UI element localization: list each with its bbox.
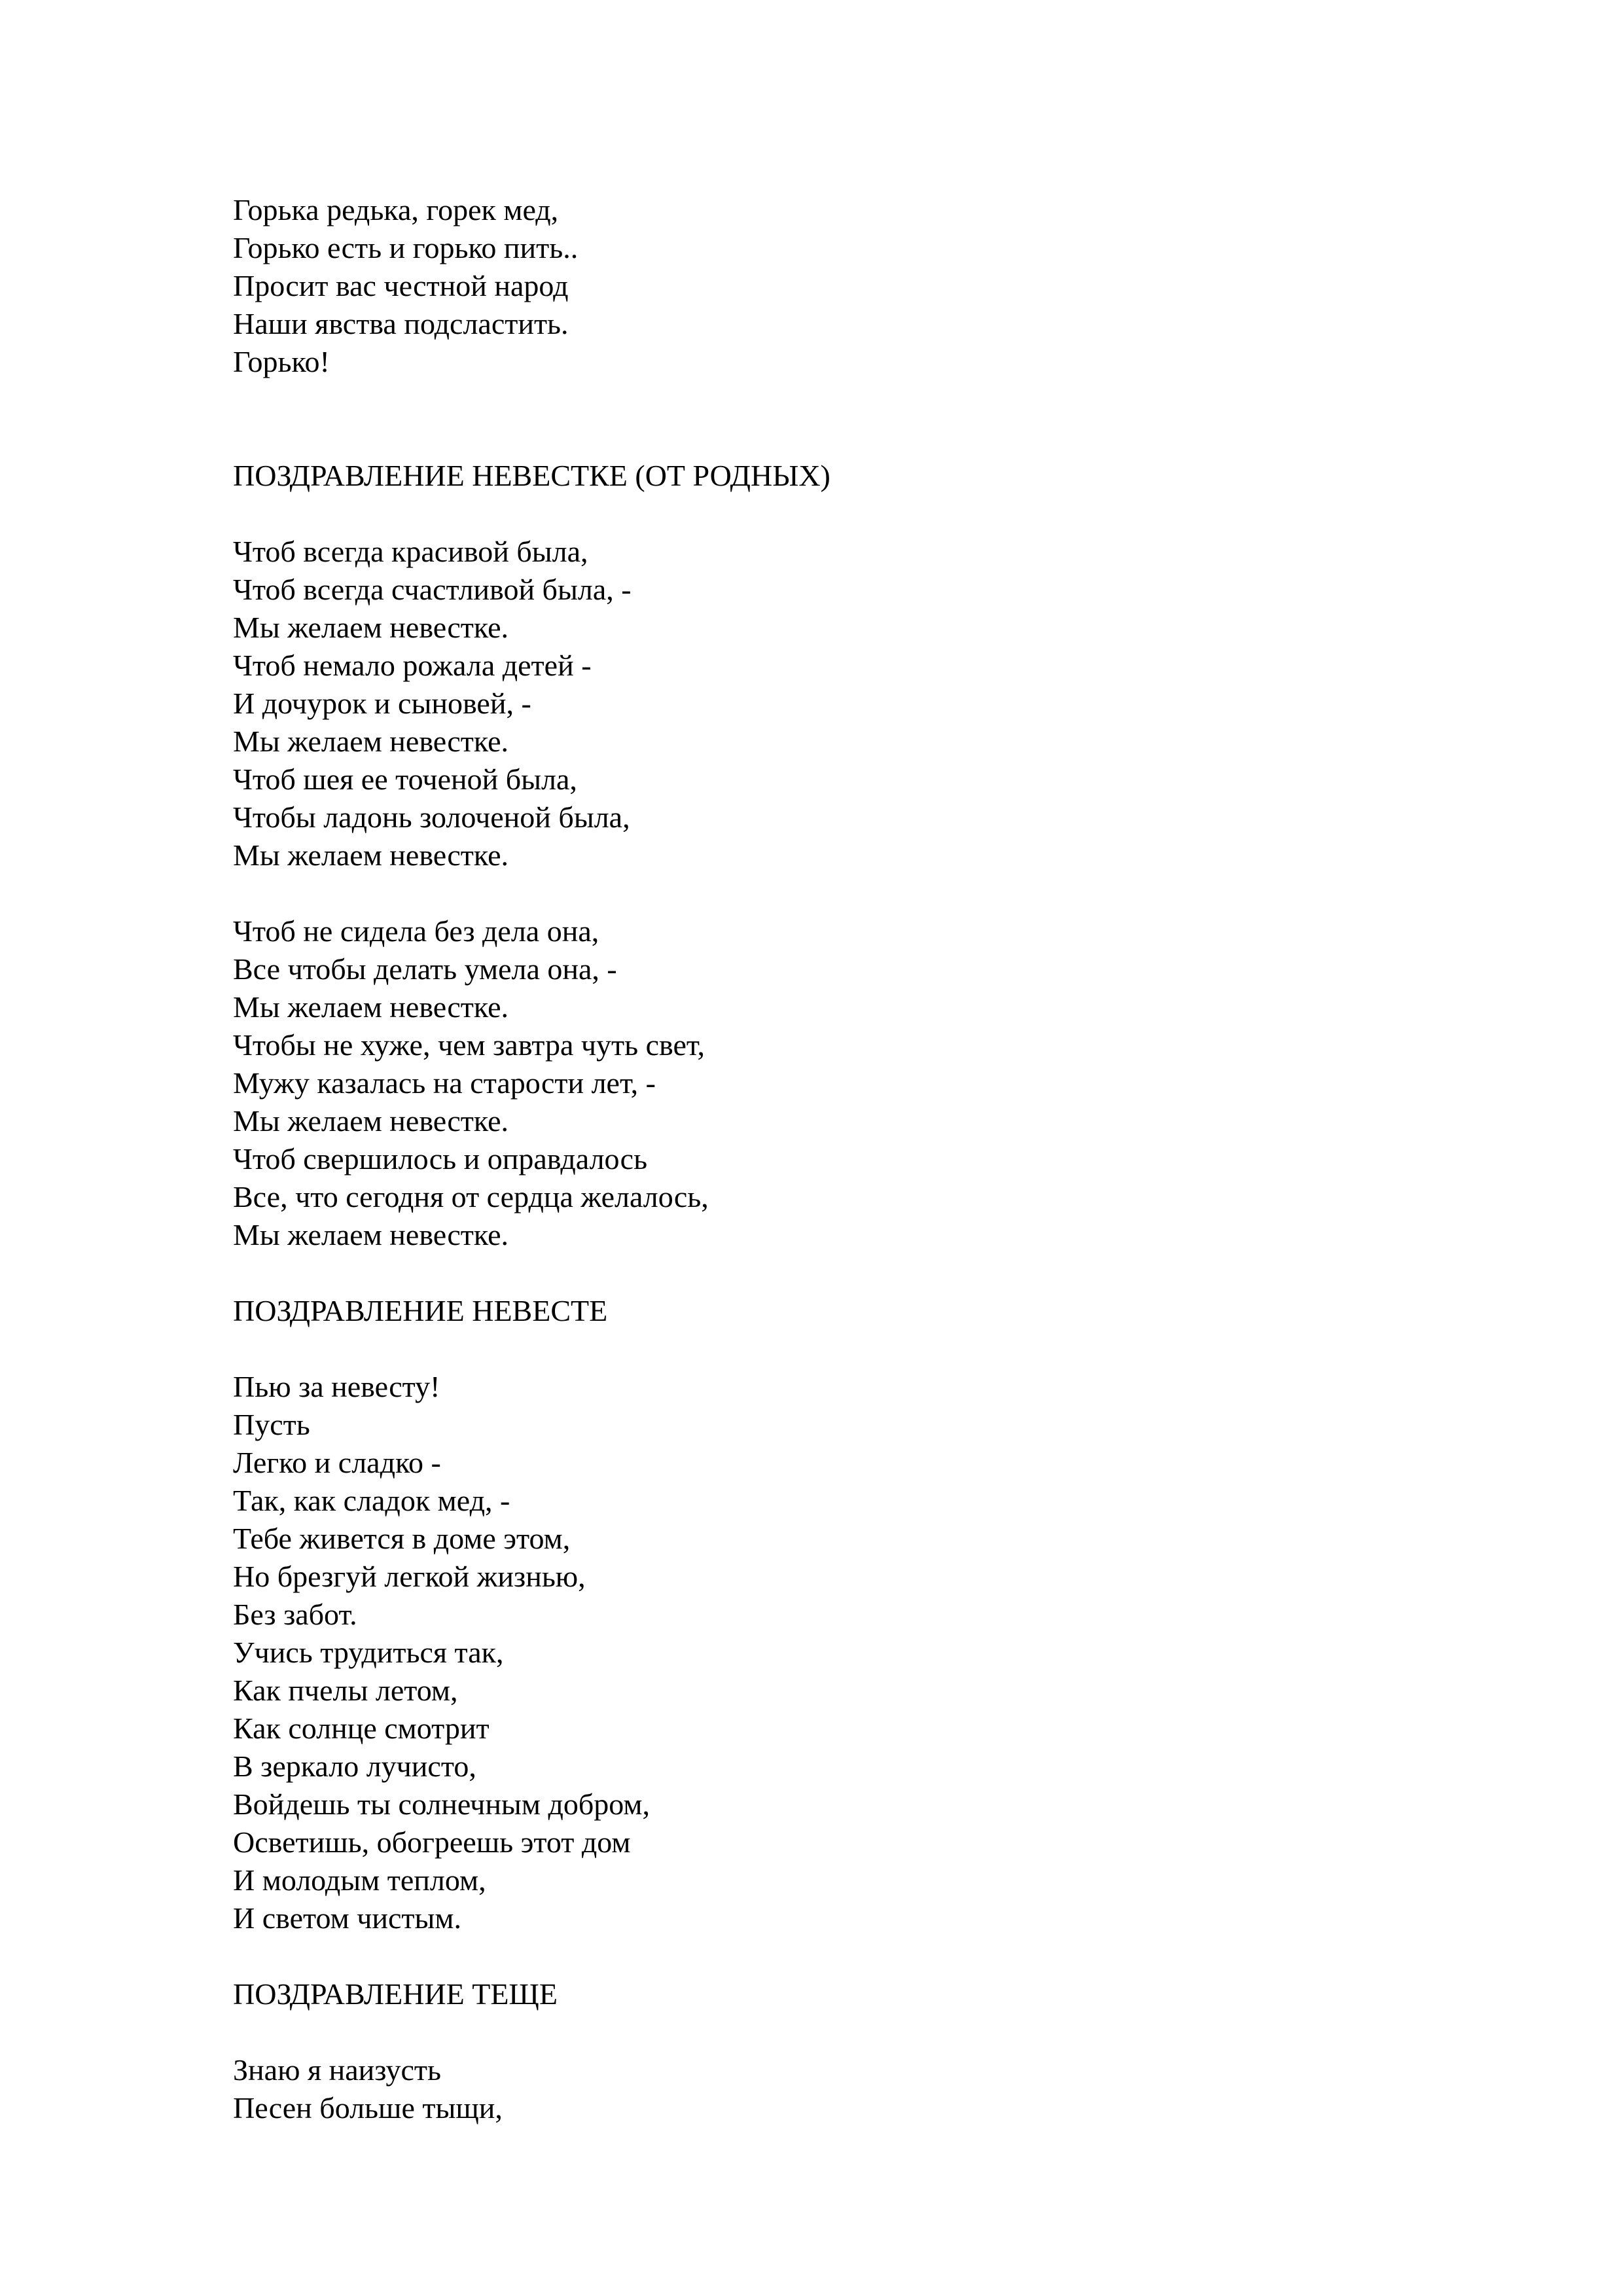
poem-line: Чтоб всегда счастливой была, - [233, 573, 632, 606]
poem-line: Знаю я наизусть [233, 2053, 441, 2087]
poem-line: Учись трудиться так, [233, 1636, 504, 1669]
poem-line: Мы желаем невестке. [233, 725, 508, 758]
poem-line: Чтоб не сидела без дела она, [233, 914, 599, 948]
poem-line: Так, как сладок мед, - [233, 1484, 510, 1517]
poem-line: Мы желаем невестке. [233, 1104, 508, 1138]
poem-line: Мы желаем невестке. [233, 611, 508, 644]
poem-line: Мужу казалась на старости лет, - [233, 1066, 656, 1100]
poem-line: Тебе живется в доме этом, [233, 1522, 571, 1555]
poem-line: Войдешь ты солнечным добром, [233, 1787, 650, 1821]
poem-line: И молодым теплом, [233, 1863, 486, 1897]
poem-line: Пусть [233, 1408, 310, 1441]
section-heading-nevestke: ПОЗДРАВЛЕНИЕ НЕВЕСТКЕ (ОТ РОДНЫХ) [233, 459, 830, 492]
poem-line: Песен больше тыщи, [233, 2091, 503, 2125]
poem-line: Чтоб немало рожала детей - [233, 649, 592, 682]
poem-line: Чтобы ладонь золоченой была, [233, 800, 630, 834]
document-body [233, 191, 1476, 2127]
stanza-neveste [233, 1368, 1476, 1937]
poem-line: Как пчелы летом, [233, 1674, 458, 1707]
poem-line: Горько есть и горько пить.. [233, 231, 579, 264]
poem-line: Чтоб шея ее точеной была, [233, 762, 577, 796]
poem-line: Все чтобы делать умела она, - [233, 952, 617, 986]
stanza-nevestke-2 [233, 912, 1476, 1254]
poem-line: Просит вас честной народ [233, 269, 569, 302]
poem-line: Чтоб всегда красивой была, [233, 535, 588, 568]
poem-line: Горька редька, горек мед, [233, 193, 559, 226]
stanza-teshche [233, 2051, 1476, 2127]
poem-line: Наши явства подсластить. [233, 307, 569, 340]
poem-line: Осветишь, обогреешь этот дом [233, 1825, 631, 1859]
poem-line: Горько! [233, 345, 330, 378]
poem-line: Как солнце смотрит [233, 1712, 490, 1745]
poem-line: В зеркало лучисто, [233, 1749, 476, 1783]
poem-line: Мы желаем невестке. [233, 1218, 508, 1251]
poem-line: Мы желаем невестке. [233, 990, 508, 1024]
poem-line: Все, что сегодня от сердца желалось, [233, 1180, 709, 1213]
section-heading-neveste: ПОЗДРАВЛЕНИЕ НЕВЕСТЕ [233, 1294, 608, 1327]
poem-line: Мы желаем невестке. [233, 838, 508, 872]
stanza-nevestke-1 [233, 533, 1476, 874]
poem-line: И светом чистым. [233, 1901, 462, 1935]
poem-line: Чтоб свершилось и оправдалось [233, 1142, 648, 1175]
section-heading-teshche: ПОЗДРАВЛЕНИЕ ТЕЩЕ [233, 1977, 558, 2011]
poem-line: Пью за невесту! [233, 1370, 440, 1403]
poem-line: Чтобы не хуже, чем завтра чуть свет, [233, 1028, 705, 1062]
stanza-gorko [233, 191, 1476, 381]
poem-line: Легко и сладко - [233, 1446, 441, 1479]
poem-line: Но брезгуй легкой жизнью, [233, 1560, 586, 1593]
poem-line: И дочурок и сыновей, - [233, 687, 531, 720]
poem-line: Без забот. [233, 1598, 357, 1631]
